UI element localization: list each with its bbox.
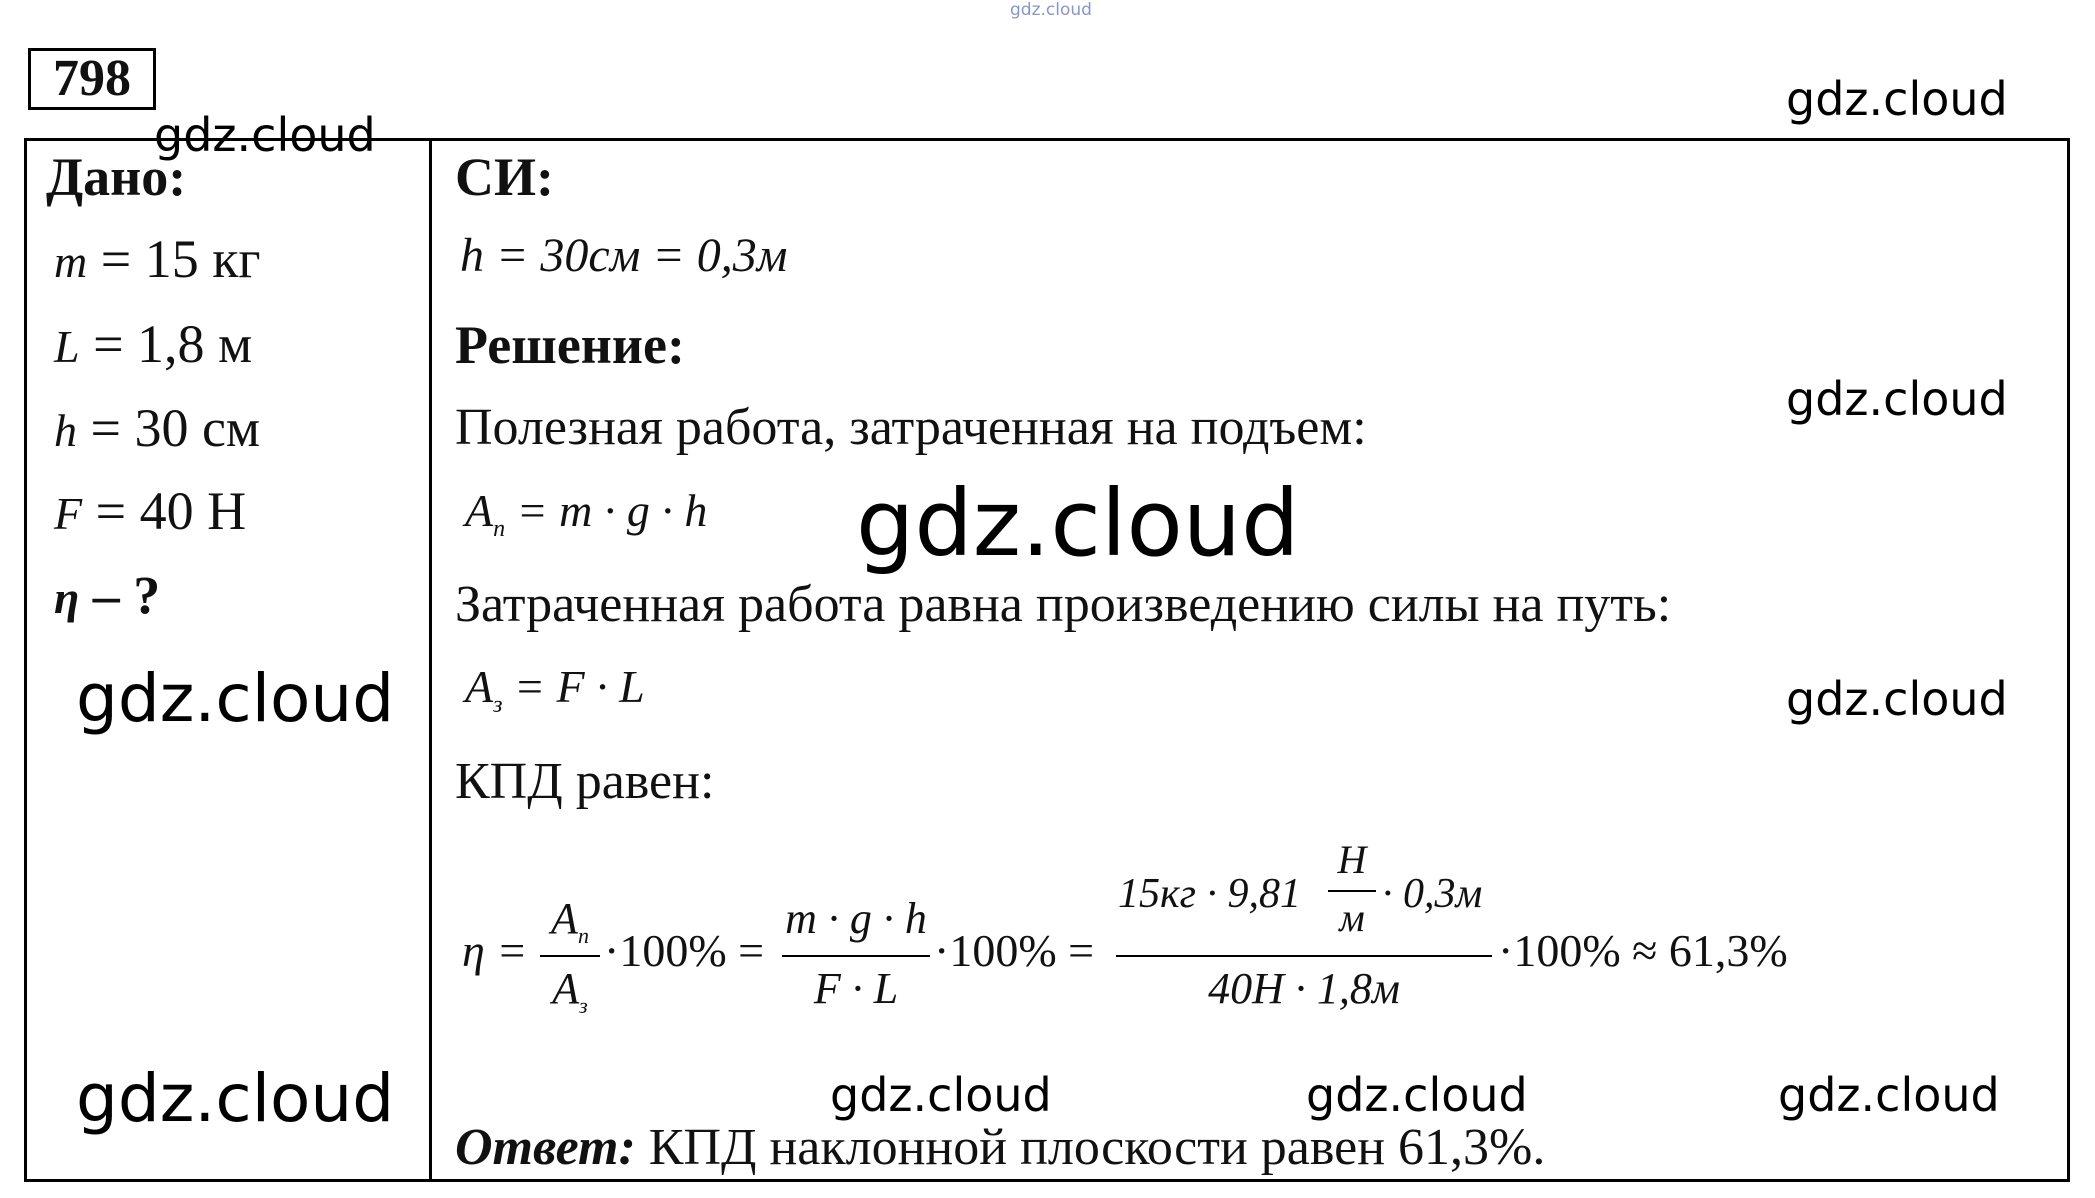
solution-line-3: КПД равен: [455,753,715,810]
given-row-eta [54,564,160,626]
frac2-numerator: m · g · h [785,894,927,943]
given-var: L [54,321,80,372]
formula-rhs: = F · L [513,661,645,712]
given-var: F [54,488,83,539]
unit-m: м [1339,895,1365,940]
given-value: = 1,8 м [93,314,253,374]
given-row-h [54,397,260,459]
given-var: η [54,572,80,623]
given-value: – ? [92,565,161,625]
formula-spent-work [465,660,645,719]
solution-heading: Решение: [455,315,685,375]
frac1-bar [540,955,600,957]
frac3-bar [1116,955,1492,957]
unit-n: Н [1337,837,1367,882]
watermark: gdz.cloud [1786,72,2008,126]
given-row-f [54,480,246,542]
watermark: gdz.cloud [830,1068,1052,1122]
formula-sub: п [493,516,506,543]
frac1-denominator [540,963,600,1019]
eta-equals: η = [462,925,528,976]
formula-sub: з [493,692,503,719]
answer-text: КПД наклонной плоскости равен 61,3%. [648,1119,1546,1176]
watermark: gdz.cloud [76,660,395,737]
watermark: gdz.cloud [154,108,376,162]
frac3-numerator-b: · 0,3м [1382,871,1483,917]
given-var: h [54,405,77,456]
unit-bar [1328,890,1376,892]
answer-label: Ответ: [455,1119,636,1176]
percent-1: ·100% = [604,925,765,976]
frac1-numerator [540,893,600,949]
frac1-num-sub: п [577,922,589,948]
solution-line-2: Затраченная работа равна произведению силы на путь: [455,576,1672,633]
watermark: gdz.cloud [1778,1068,2000,1122]
watermark: gdz.cloud [1306,1068,1528,1122]
frac2-bar [782,955,930,957]
given-value: = 30 см [90,398,261,458]
solution-line-1: Полезная работа, затраченная на подъем: [455,399,1367,456]
given-heading: Дано: [46,147,187,207]
given-row-m [54,228,261,290]
watermark: gdz.cloud [1786,372,2008,426]
formula-rhs: = m · g · h [516,485,708,536]
frac1-num-symbol: A [551,894,578,943]
column-divider [429,138,432,1182]
given-value: = 40 Н [95,481,247,541]
frac2-denominator: F · L [813,964,899,1013]
formula-lhs: A [465,661,494,712]
formula-useful-work [465,484,707,543]
formula-lhs: A [465,485,494,536]
answer-line [455,1118,1545,1177]
si-conversion: h = 30см = 0,3м [460,229,788,282]
watermark: gdz.cloud [1786,672,2008,726]
watermark: gdz.cloud [856,470,1300,577]
watermark-top: gdz.cloud [1010,0,1092,20]
task-number: 798 [28,48,156,110]
given-value: = 15 кг [100,229,261,289]
si-heading: СИ: [455,147,554,207]
frac3-numerator-a: 15кг · 9,81 [1118,871,1302,917]
given-var: m [54,236,88,287]
frac1-den-symbol: A [552,964,580,1013]
given-row-l [54,313,252,375]
percent-2: ·100% = [934,925,1095,976]
final-result: ·100% ≈ 61,3% [1498,925,1788,976]
frac1-den-sub: з [579,992,588,1018]
watermark: gdz.cloud [76,1060,395,1137]
frac3-denominator: 40Н · 1,8м [1208,964,1400,1013]
